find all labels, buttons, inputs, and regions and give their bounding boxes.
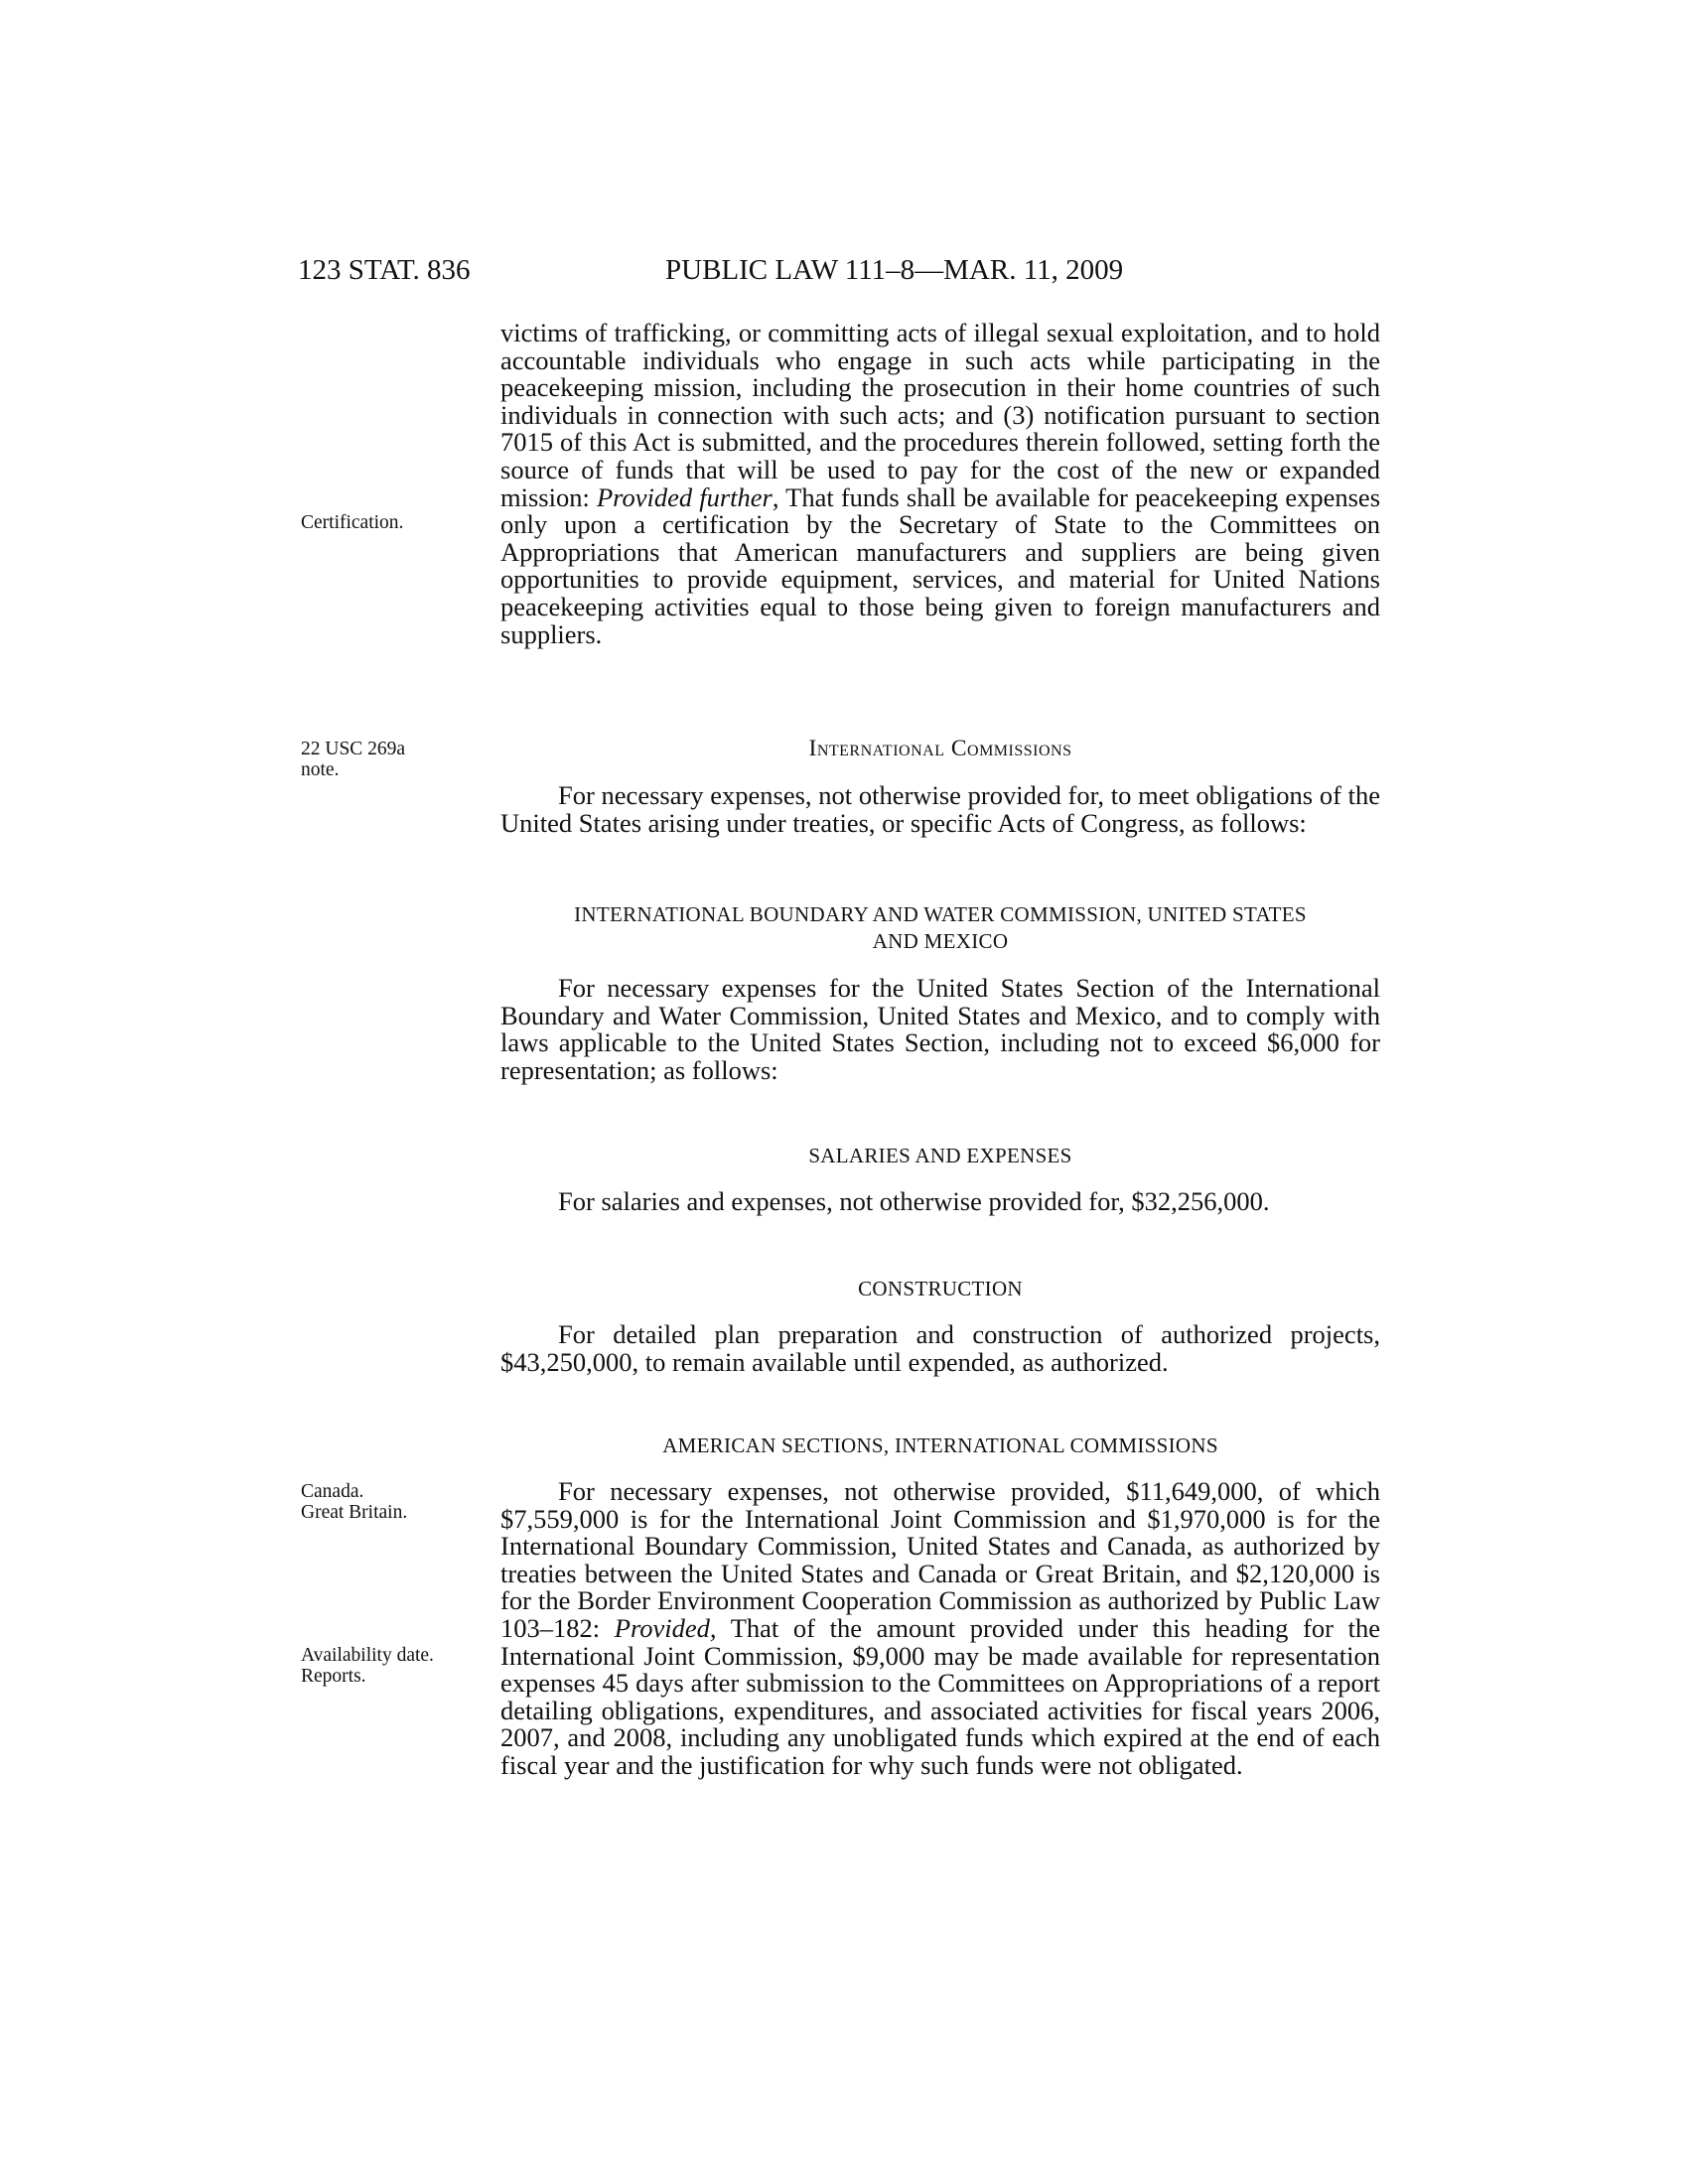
paragraph-ibwc: For necessary expenses for the United States Section of the International Boundary and Water Commission, United States and Mexico, and to comply with laws applicable to the United States Section, including not to exceed $6,000 for representation; as follows: <box>500 973 1380 1085</box>
margin-note-certification: Certification. <box>301 512 404 533</box>
paragraph-text: , That funds shall be available for peacekeeping expenses only upon a certification by the Secretary of State to the Committees on Appropriations that American manufacturers and suppliers are being given opportunities to provide equipment, services, and material for United Nations peacekeeping activities equal to those being given to foreign manufacturers and suppliers. <box>500 481 1381 649</box>
margin-note-canada: Canada. Great Britain. <box>301 1481 408 1523</box>
margin-note-usc: 22 USC 269a note. <box>301 739 406 780</box>
paragraph-construction: For detailed plan preparation and construction of authorized projects, $43,250,000, to remain available until expended, as authorized. <box>500 1319 1380 1377</box>
law-citation: PUBLIC LAW 111–8—MAR. 11, 2009 <box>665 254 1124 286</box>
margin-note-availability: Availability date. Reports. <box>301 1645 434 1687</box>
paragraph-text: That of the amount provided under this heading for the International Joint Commission, $9,000 may be made available for representation expenses 45 days after submission to the Committees on Appropriations of a report detailing obligations, expenditures, and associated activities for fiscal years 2006, 2007, and 2008, including any unobligated funds which expired at the end of each fiscal year and the justification for why such funds were not obligated. <box>500 1612 1380 1780</box>
heading-ibwc: INTERNATIONAL BOUNDARY AND WATER COMMISSION, UNITED STATES AND MEXICO <box>574 902 1307 953</box>
paragraph-international-commissions: For necessary expenses, not otherwise provided for, to meet obligations of the United States arising under treaties, or specific Acts of Congress, as follows: <box>500 780 1380 838</box>
italic-proviso: Provided, <box>614 1612 717 1643</box>
paragraph-salaries-expenses: For salaries and expenses, not otherwise provided for, $32,256,000. <box>558 1186 1270 1216</box>
stat-citation: 123 STAT. 836 <box>298 254 471 286</box>
italic-proviso: Provided further <box>596 481 773 512</box>
heading-salaries-expenses: SALARIES AND EXPENSES <box>808 1144 1072 1167</box>
heading-international-commissions: International Commissions <box>808 736 1072 761</box>
paragraph-text: For necessary expenses, not otherwise provided, $11,649,000, of which $7,559,000 is for the International Joint Commission and $1,970,000 is for the International Boundary Commission, United States and Canada, as authorized by treaties between the United States and Canada or Great Britain, and $2,120,000 is for the Border Environment Cooperation Commission as authorized by Public Law 103–182: <box>500 1476 1380 1643</box>
paragraph-peacekeeping-continuation <box>500 320 1380 648</box>
paragraph-text: victims of trafficking, or committing acts of illegal sexual exploitation, and to hold accountable individuals who engage in such acts while participating in the peacekeeping mission, including the prosecution in their home countries of such individuals in connection with such acts; and (3) notification pursuant to section 7015 of this Act is submitted, and the procedures therein followed, setting forth the source of funds that will be used to pay for the cost of the new or expanded mission: <box>500 318 1380 512</box>
paragraph-american-sections <box>500 1478 1380 1780</box>
heading-american-sections: AMERICAN SECTIONS, INTERNATIONAL COMMISSIONS <box>662 1433 1218 1457</box>
page-header <box>298 250 1380 290</box>
heading-construction: CONSTRUCTION <box>858 1277 1023 1300</box>
